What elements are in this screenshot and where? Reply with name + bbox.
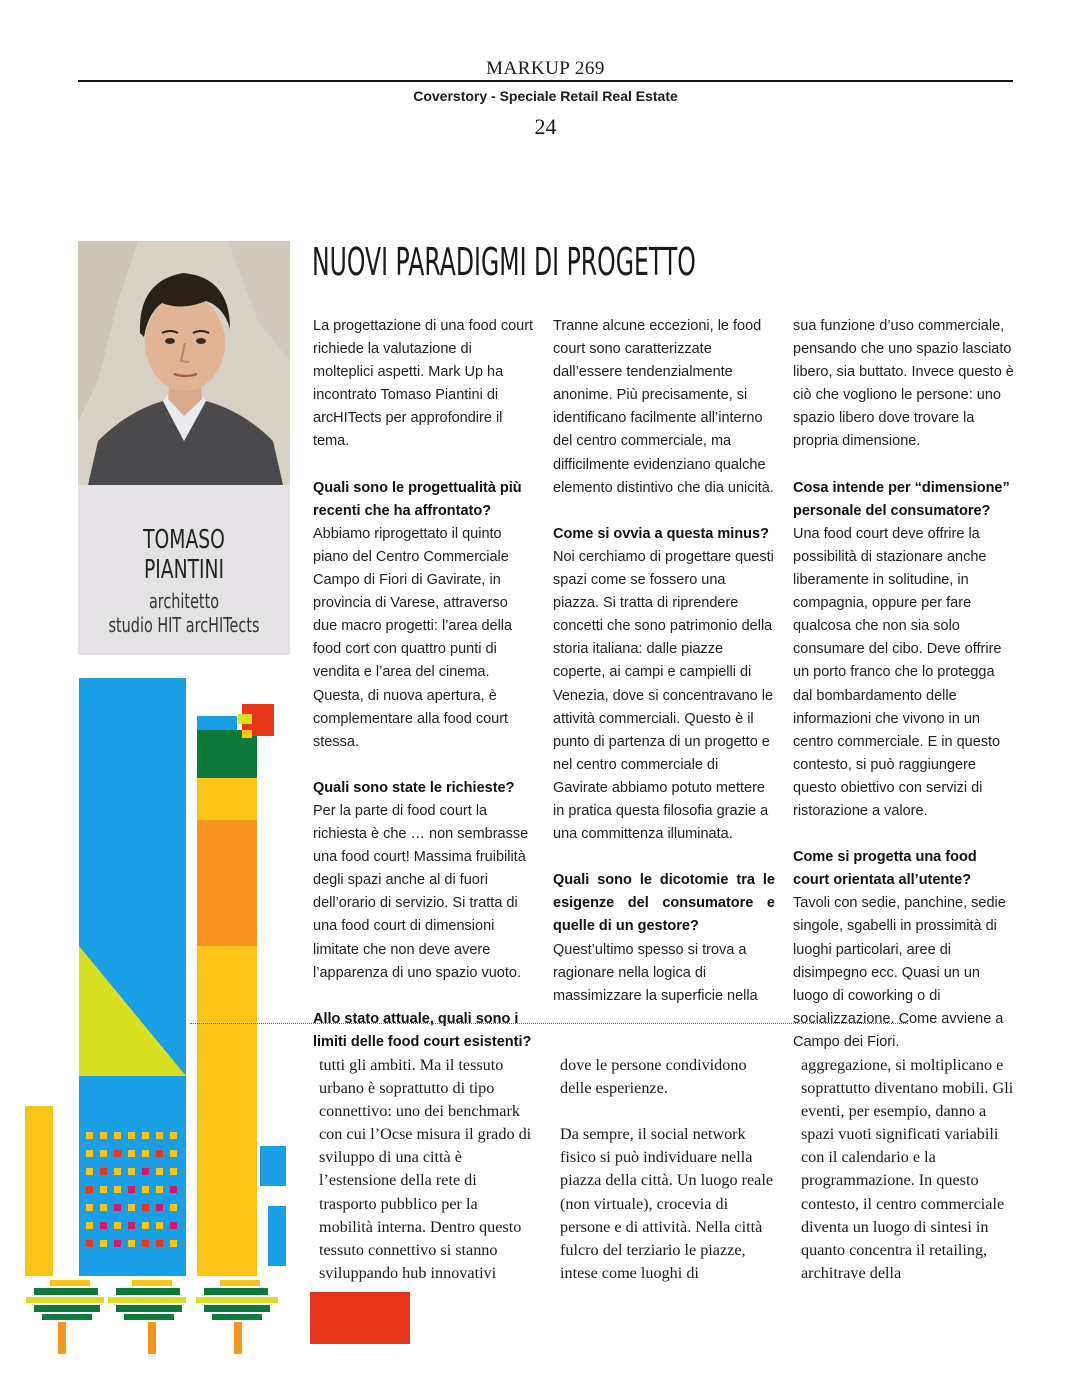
answer-paragraph: Abbiamo riprogettato il quinto piano del Centro Commerciale Campo di Fiori di Gavirate, in provincia di Varese, attraverso due macro progetti: l’area della food cort con quattro punti di vendita e l’area del cinema. Questa, di nuova apertura, è complementare alla food court stessa. [313, 525, 513, 750]
portrait-photo [78, 241, 290, 485]
body-paragraph: dove le persone condividono delle esperienze. [560, 1056, 747, 1098]
body-paragraph: tutti gli ambiti. Ma il tessuto urbano è soprattutto di tipo connettivo: uno dei benchmark con cui l’Ocse misura il grado di sviluppo di una città è l’estensione della rete di trasporto pubblico per la mobilità interna. Dentro questo tessuto connettivo si stanno sviluppando hub innovativi [319, 1056, 532, 1282]
article-title: NUOVI PARADIGMI DI PROGETTO [312, 240, 696, 284]
answer-paragraph: Per la parte di food court la richiesta è che … non sembrasse una food court! Massima fruibilità degli spazi anche al di fuori dell’orario di servizio. Si tratta di una food court di dimensioni limitate che non deve avere l’apparenza di uno spazio vuoto. [313, 802, 529, 981]
body-paragraph: Da sempre, il social network fisico si può individuare nella piazza della città. Un luogo reale (non virtuale), crocevia di persone e di attività. Nella città fulcro del terziario le piazze, intese come luoghi di [560, 1125, 774, 1282]
header-rule [78, 80, 1013, 82]
body-paragraph: aggregazione, si moltiplicano e soprattutto diventano mobili. Gli eventi, per esempio, danno a spazi vuoti significati variabili con il calendario e la programmazione. In questo contesto, il centro commerciale diventa un luogo di sintesi in quanto concentra il retailing, architrave della [801, 1056, 1014, 1282]
answer-paragraph: Noi cerchiamo di progettare questi spazi come se fossero una piazza. Si tratta di riprendere concetti che sono patrimonio della storia italiana: dalle piazze coperte, ai campi e campielli di Venezia, dove si concentravano le attività commerciali. Questo è il punto di partenza di un progetto e nel centro commerciale di Gavirate abbiamo potuto mettere in pratica questa filosofia grazie a una committenza illuminata. [553, 548, 774, 843]
answer-paragraph: Tranne alcune eccezioni, le food court sono caratterizzate dall’essere tendenzialmente anonime. Più precisamente, si identificano facilmente all’interno del centro commerciale, ma difficilmente evidenziano qualche elemento distintivo che dia unicità. [553, 318, 774, 496]
tree-icon [196, 1280, 278, 1354]
magazine-title: MARKUP 269 [486, 58, 605, 79]
section-divider [190, 1023, 908, 1024]
tree-icon [26, 1280, 104, 1354]
question-heading: Allo stato attuale, quali sono i limiti delle food court esistenti? [313, 1010, 532, 1050]
answer-paragraph: sua funzione d’uso commerciale, pensando che uno spazio lasciato libero, sia buttato. Invece questo è ciò che vogliono le persone: uno spazio libero dove trovare la propria dimensione. [793, 318, 1014, 450]
question-heading: Quali sono le progettualità più recenti che ha affrontato? [313, 479, 522, 519]
profile-card [78, 485, 290, 655]
profile-studio: studio HIT arcHITects [108, 613, 260, 637]
body-column-1 [319, 1054, 534, 1308]
answer-paragraph: Quest’ultimo spesso si trova a ragionare nella logica di massimizzare la superficie nella [553, 941, 758, 1004]
intro-paragraph: La progettazione di una food court richiede la valutazione di molteplici aspetti. Mark Up ha incontrato Tomaso Piantini di arcHITects per approfondire il tema. [313, 318, 534, 450]
question-heading: Come si ovvia a questa minus? [553, 525, 769, 542]
portrait-illustration [78, 241, 290, 485]
question-heading: Come si progetta una food court orientata all’utente? [793, 849, 977, 889]
question-heading: Quali sono le dicotomie tra le esigenze del consumatore e quelle di un gestore? [553, 872, 775, 935]
interview-column-2 [553, 315, 775, 1031]
answer-paragraph: Tavoli con sedie, panchine, sedie singole, sgabelli in prossimità di luoghi particolari, aree di disimpegno ecc. Quasi un un luogo di coworking o di socializzazione. Come avviene a Campo dei Fiori. [793, 895, 1006, 1050]
profile-role: architetto [148, 589, 220, 613]
tree-icon [108, 1280, 186, 1354]
section-title: Coverstory - Speciale Retail Real Estate [413, 88, 678, 104]
interview-column-3 [793, 315, 1015, 1077]
profile-name: TOMASO PIANTINI [143, 525, 225, 585]
question-heading: Cosa intende per “dimensione” personale del consumatore? [793, 479, 1010, 519]
body-column-3 [801, 1054, 1016, 1308]
question-heading: Quali sono state le richieste? [313, 779, 515, 796]
interview-column-1 [313, 315, 535, 1054]
answer-paragraph: Una food court deve offrire la possibilità di stazionare anche liberamente in solitudine, in compagnia, oppure per fare qualcosa che non sia solo consumare del cibo. Deve offrire un porto franco che lo protegga dal bombardamento delle informazioni che vivono in un centro commerciale. E in questo contesto, si può raggiungere questo obiettivo con servizi di ristorazione a valore. [793, 525, 1002, 819]
page-number: 24 [534, 114, 557, 139]
body-column-2 [560, 1054, 775, 1308]
